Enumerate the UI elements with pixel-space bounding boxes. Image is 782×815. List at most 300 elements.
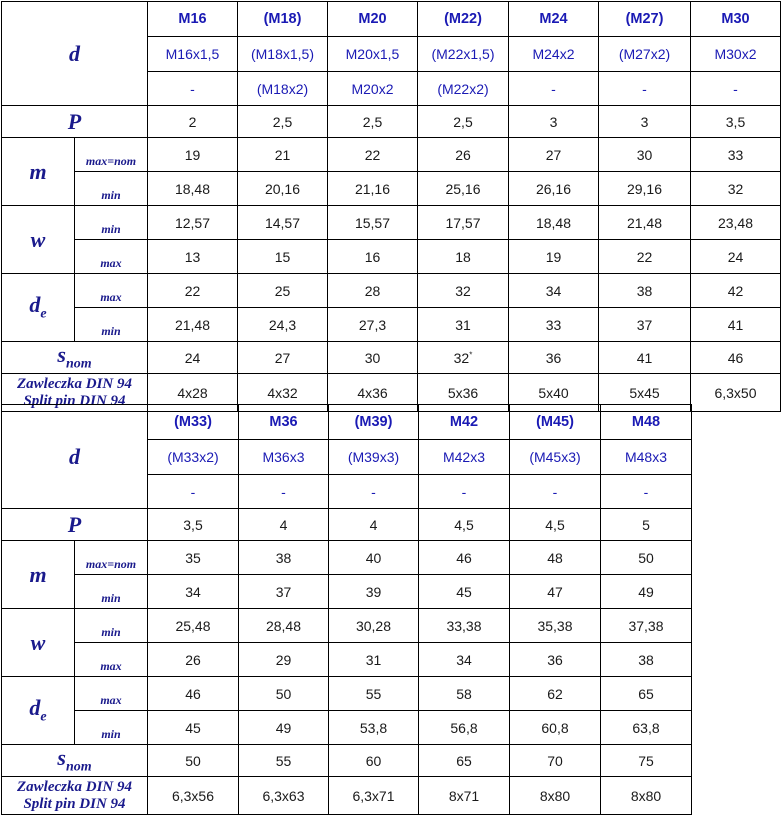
cell-de-min [148, 711, 239, 745]
label-w: w [2, 609, 75, 677]
cell-w-max [239, 643, 329, 677]
cell-sizes [329, 405, 419, 440]
cell-value: 27,3 [358, 316, 387, 333]
cell-fine1 [238, 37, 328, 72]
cell-value: 36 [545, 349, 562, 366]
cell-m-min [148, 575, 239, 609]
cell-w-max [328, 240, 418, 274]
cell-value: 6,3x63 [262, 787, 305, 804]
cell-value: 29,16 [626, 180, 663, 197]
cell-sizes [601, 405, 692, 440]
cell-de-max [239, 677, 329, 711]
label-min: min [75, 575, 148, 609]
cell-w-max [601, 643, 692, 677]
cell-de-min [418, 308, 509, 342]
cell-value: 4 [279, 516, 288, 533]
cell-P [419, 509, 510, 541]
label-split-pin-en: Split pin DIN 94 [23, 392, 126, 409]
cell-value: 28 [364, 282, 381, 299]
cell-fine2 [148, 475, 239, 509]
cell-value: 15,57 [354, 214, 391, 231]
cell-value: 33 [727, 146, 744, 163]
cell-sizes [419, 405, 510, 440]
cell-m-min [419, 575, 510, 609]
cell-m-min [509, 172, 599, 206]
cell-value: 21,16 [354, 180, 391, 197]
cell-value: 8x80 [630, 787, 662, 804]
cell-value: 5 [642, 516, 650, 533]
cell-de-min [329, 711, 419, 745]
cell-value: 4,5 [545, 516, 565, 533]
cell-value: 13 [184, 248, 201, 265]
cell-P [509, 106, 599, 138]
cell-s-nom [419, 745, 510, 777]
cell-de-min [510, 711, 601, 745]
cell-value: 28,48 [265, 617, 302, 634]
cell-value: 49 [275, 719, 292, 736]
cell-value: - [461, 483, 467, 500]
cell-value: 30 [364, 349, 381, 366]
cell-value: 32 [453, 349, 470, 366]
cell-de-min [599, 308, 691, 342]
cell-de-max [691, 274, 781, 308]
cell-value: (M39) [354, 414, 393, 430]
cell-value: 4x36 [357, 384, 388, 401]
cell-value: 35,38 [537, 617, 573, 634]
cell-value: M42x3 [442, 449, 486, 465]
cell-P [691, 106, 781, 138]
cell-de-min [239, 711, 329, 745]
cell-value: 22 [636, 248, 653, 265]
cell-w-max [419, 643, 510, 677]
label-d: d [2, 2, 148, 106]
cell-value: 35 [185, 549, 201, 566]
cell-value: 46 [456, 549, 472, 566]
cell-value: 47 [547, 583, 563, 600]
row-de-min [2, 711, 692, 745]
cell-de-min [601, 711, 692, 745]
cell-value: 42 [727, 282, 744, 299]
cell-s-nom [328, 342, 418, 374]
row-de-max [2, 677, 692, 711]
cell-value: 50 [275, 685, 292, 702]
cell-value: (M33) [174, 414, 212, 430]
cell-value: (M22x1,5) [431, 46, 495, 62]
row-sizes [2, 2, 781, 37]
cell-de-min [148, 308, 238, 342]
cell-m-min [238, 172, 328, 206]
cell-m-max [599, 138, 691, 172]
cell-value: (M18) [263, 11, 302, 27]
label-m: m [2, 541, 75, 609]
cell-s-nom [148, 745, 239, 777]
cell-value: - [552, 483, 558, 500]
cell-w-min [510, 609, 601, 643]
cell-de-min [419, 711, 510, 745]
cell-value: 33,38 [446, 617, 482, 634]
label-de-main: d [29, 292, 41, 318]
cell-value: M42 [449, 414, 479, 430]
label-min: min [75, 609, 148, 643]
cell-sizes [148, 2, 238, 37]
cell-fine1 [148, 37, 238, 72]
cell-value: (M27x2) [618, 46, 671, 62]
cell-P [418, 106, 509, 138]
cell-value: 4 [369, 516, 378, 533]
cell-value: M36x3 [262, 449, 305, 465]
cell-fine1 [601, 440, 692, 475]
cell-value: 5x36 [447, 384, 479, 401]
cell-m-max [419, 541, 510, 575]
cell-m-min [601, 575, 692, 609]
cell-value: 41 [636, 349, 653, 366]
cell-value: 27 [545, 146, 562, 163]
cell-value: - [371, 483, 376, 500]
cell-value: 31 [365, 651, 382, 668]
cell-fine1 [599, 37, 691, 72]
cell-value: (M18x2) [256, 80, 309, 97]
cell-de-max [510, 677, 601, 711]
label-max: max [75, 643, 148, 677]
cell-value: (M45) [536, 414, 574, 430]
cell-fine2 [510, 475, 601, 509]
row-s-nom [2, 745, 692, 777]
cell-fine2 [238, 72, 328, 106]
cell-value: 62 [547, 685, 563, 702]
cell-value: 38 [275, 549, 292, 566]
cell-m-max [148, 541, 239, 575]
cell-value: 36 [547, 651, 563, 668]
cell-pin [601, 777, 692, 815]
cell-value: 30 [636, 146, 653, 163]
row-w-min [2, 206, 781, 240]
cell-P [239, 509, 329, 541]
cell-w-min [601, 609, 692, 643]
cell-value: 34 [545, 282, 562, 299]
cell-value: 2,5 [453, 113, 473, 130]
cell-value: (M27) [625, 11, 664, 27]
cell-sizes [148, 405, 239, 440]
cell-value: 2,5 [272, 113, 293, 130]
label-min: min [75, 711, 148, 745]
cell-m-min [148, 172, 238, 206]
cell-value: 21 [274, 146, 291, 163]
cell-value: 14,57 [264, 214, 301, 231]
row-P [2, 106, 781, 138]
cell-fine1 [510, 440, 601, 475]
cell-fine1 [329, 440, 419, 475]
row-pin [2, 777, 692, 815]
cell-m-min [239, 575, 329, 609]
label-max-nom: max=nom [75, 138, 148, 172]
cell-w-min [329, 609, 419, 643]
cell-pin [510, 777, 601, 815]
cell-fine1 [328, 37, 418, 72]
cell-value: 65 [456, 752, 472, 769]
cell-w-min [509, 206, 599, 240]
cell-de-max [599, 274, 691, 308]
cell-value: 3,5 [725, 113, 746, 130]
label-min: min [75, 206, 148, 240]
cell-value: 63,8 [632, 719, 660, 736]
cell-value: M48 [631, 414, 661, 430]
cell-s-nom [238, 342, 328, 374]
label-split-pin-pl: Zawleczka DIN 94 [17, 375, 132, 392]
cell-value: 21,48 [174, 316, 211, 333]
cell-de-max [329, 677, 419, 711]
cell-w-max [418, 240, 509, 274]
cell-w-min [691, 206, 781, 240]
cell-sizes [509, 2, 599, 37]
label-m: m [2, 138, 75, 206]
label-de-sub: e [40, 306, 47, 322]
cell-value: 31 [455, 316, 471, 333]
cell-P [238, 106, 328, 138]
label-min: min [75, 308, 148, 342]
cell-m-max [601, 541, 692, 575]
cell-fine2 [329, 475, 419, 509]
cell-w-min [599, 206, 691, 240]
cell-value: 38 [636, 282, 653, 299]
cell-value: 32 [727, 180, 744, 197]
cell-s-nom [509, 342, 599, 374]
cell-value: 37,38 [628, 617, 664, 634]
cell-de-max [238, 274, 328, 308]
cell-m-max [328, 138, 418, 172]
cell-value: 50 [638, 549, 654, 566]
cell-m-min [418, 172, 509, 206]
nut-dimension-table-2 [1, 404, 692, 815]
cell-de-max [148, 274, 238, 308]
cell-de-max [419, 677, 510, 711]
cell-s-nom [601, 745, 692, 777]
cell-w-min [419, 609, 510, 643]
cell-value: 22 [184, 282, 201, 299]
cell-m-max [238, 138, 328, 172]
cell-s-nom [239, 745, 329, 777]
cell-value: 6,3x50 [714, 384, 757, 401]
cell-value: 24 [184, 349, 201, 366]
cell-value: 8x71 [448, 787, 480, 804]
cell-value: - [190, 80, 195, 97]
cell-value: 26,16 [535, 180, 572, 197]
cell-value: 25,16 [445, 180, 481, 197]
cell-w-max [329, 643, 419, 677]
cell-value: (M33x2) [167, 449, 219, 465]
cell-fine1 [148, 440, 239, 475]
cell-value: 5x45 [629, 384, 660, 401]
label-s-nom [2, 745, 148, 777]
cell-value: M30 [721, 11, 750, 27]
cell-value: M20x2 [351, 80, 394, 97]
cell-value: M20x1,5 [345, 46, 400, 62]
cell-fine2 [418, 72, 509, 106]
cell-pin [691, 374, 781, 412]
cell-de-max [418, 274, 509, 308]
cell-value: - [643, 483, 649, 500]
cell-value: 22 [364, 146, 381, 163]
cell-value: 3 [549, 113, 558, 130]
cell-de-max [601, 677, 692, 711]
cell-value: - [642, 80, 647, 97]
cell-value: 45 [185, 719, 201, 736]
cell-value: 56,8 [450, 719, 478, 736]
label-max: max [75, 677, 148, 711]
cell-s-nom [148, 342, 238, 374]
cell-w-max [238, 240, 328, 274]
row-P [2, 509, 692, 541]
cell-value: 5x40 [538, 384, 569, 401]
label-d: d [2, 405, 148, 509]
cell-sizes [510, 405, 601, 440]
cell-value: 24,3 [268, 316, 297, 333]
cell-value: M16x1,5 [165, 46, 220, 62]
row-m-min [2, 575, 692, 609]
cell-s-nom [510, 745, 601, 777]
cell-value: 39 [365, 583, 382, 600]
label-s-main: s [57, 745, 66, 771]
cell-pin [148, 777, 239, 815]
cell-value: 40 [365, 549, 382, 566]
cell-w-max [599, 240, 691, 274]
cell-value: 30,28 [355, 617, 392, 634]
row-w-min [2, 609, 692, 643]
cell-value: 17,57 [445, 214, 481, 231]
cell-fine2 [148, 72, 238, 106]
label-de-main: d [29, 695, 41, 721]
cell-value: - [551, 80, 556, 97]
cell-value: (M22) [444, 11, 482, 27]
cell-m-min [510, 575, 601, 609]
cell-value: 29 [275, 651, 292, 668]
label-max-nom: max=nom [75, 541, 148, 575]
cell-m-min [328, 172, 418, 206]
cell-sizes [418, 2, 509, 37]
cell-fine2 [601, 475, 692, 509]
label-de [2, 274, 75, 342]
cell-de-min [238, 308, 328, 342]
cell-value: 19 [184, 146, 201, 163]
cell-value: 18 [455, 248, 471, 265]
cell-value: 18,48 [535, 214, 572, 231]
cell-value: 37 [275, 583, 292, 600]
cell-value: (M18x1,5) [250, 46, 315, 62]
footnote-mark: * [469, 349, 473, 359]
cell-m-min [329, 575, 419, 609]
cell-w-min [328, 206, 418, 240]
cell-w-max [509, 240, 599, 274]
cell-value: - [281, 483, 286, 500]
cell-P [328, 106, 418, 138]
cell-value: 15 [274, 248, 291, 265]
cell-m-min [599, 172, 691, 206]
cell-value: 6,3x56 [171, 787, 215, 804]
cell-sizes [238, 2, 328, 37]
cell-s-nom [599, 342, 691, 374]
cell-value: 46 [727, 349, 744, 366]
cell-value: 4,5 [454, 516, 474, 533]
cell-w-min [418, 206, 509, 240]
cell-pin [329, 777, 419, 815]
cell-de-min [691, 308, 781, 342]
cell-w-max [148, 240, 238, 274]
cell-value: (M45x3) [529, 449, 581, 465]
cell-value: M24x2 [532, 46, 575, 62]
row-m-max [2, 541, 692, 575]
label-p: P [2, 106, 148, 138]
cell-fine2 [509, 72, 599, 106]
cell-value: 16 [364, 248, 381, 265]
cell-value: M16 [178, 11, 207, 27]
cell-w-max [510, 643, 601, 677]
cell-value: 18,48 [174, 180, 211, 197]
cell-value: M24 [539, 11, 568, 27]
cell-value: 48 [547, 549, 563, 566]
cell-value: 37 [636, 316, 653, 333]
cell-value: 20,16 [264, 180, 301, 197]
cell-value: M30x2 [714, 46, 757, 62]
cell-w-min [239, 609, 329, 643]
label-max: max [75, 240, 148, 274]
cell-value: 8x80 [539, 787, 571, 804]
cell-m-max [691, 138, 781, 172]
label-split-pin-pl: Zawleczka DIN 94 [17, 778, 132, 795]
cell-value: 6,3x71 [352, 787, 395, 804]
row-de-min [2, 308, 781, 342]
cell-value: 49 [638, 583, 654, 600]
cell-fine1 [509, 37, 599, 72]
cell-value: 26 [185, 651, 201, 668]
cell-value: 32 [455, 282, 471, 299]
row-m-min [2, 172, 781, 206]
cell-value: 65 [638, 685, 654, 702]
cell-P [510, 509, 601, 541]
cell-m-max [510, 541, 601, 575]
cell-de-max [509, 274, 599, 308]
cell-value: 41 [727, 316, 744, 333]
cell-fine2 [328, 72, 418, 106]
cell-pin [239, 777, 329, 815]
cell-P [599, 106, 691, 138]
cell-sizes [691, 2, 781, 37]
cell-s-nom [418, 342, 509, 374]
cell-value: 27 [274, 349, 291, 366]
cell-fine1 [419, 440, 510, 475]
cell-s-nom [329, 745, 419, 777]
cell-value: 25,48 [175, 617, 211, 634]
cell-value: 70 [547, 752, 563, 769]
cell-value: 34 [185, 583, 201, 600]
cell-fine2 [239, 475, 329, 509]
cell-value: 3,5 [183, 516, 203, 533]
label-p: P [2, 509, 148, 541]
cell-P [601, 509, 692, 541]
cell-value: 60 [365, 752, 382, 769]
cell-P [329, 509, 419, 541]
cell-value: 33 [545, 316, 562, 333]
label-s-main: s [57, 342, 66, 368]
label-s-nom [2, 342, 148, 374]
cell-value: M20 [358, 11, 387, 27]
cell-de-max [328, 274, 418, 308]
cell-fine1 [691, 37, 781, 72]
cell-value: 45 [456, 583, 472, 600]
label-max: max [75, 274, 148, 308]
label-min: min [75, 172, 148, 206]
nut-dimension-table-1 [1, 1, 781, 412]
cell-value: (M39x3) [347, 449, 400, 465]
cell-value: 75 [638, 752, 654, 769]
